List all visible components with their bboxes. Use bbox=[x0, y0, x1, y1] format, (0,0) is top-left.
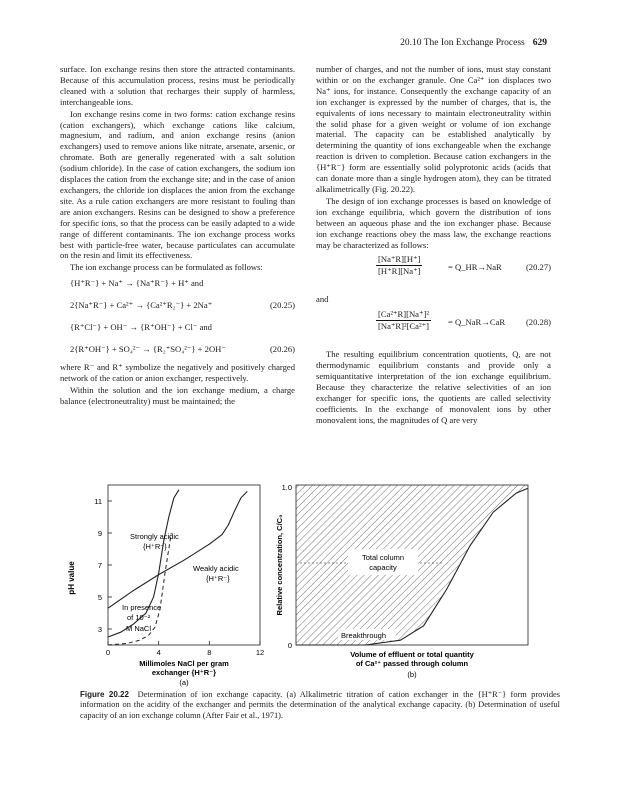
equation-20-25a: {H⁺R⁻} + Na⁺ → {Na⁺R⁻} + H⁺ and bbox=[70, 278, 204, 289]
series-weakly-acidic bbox=[108, 491, 247, 608]
y-tick-b-bottom: 0 bbox=[287, 641, 292, 650]
label-weakly-acidic: Weakly acidic bbox=[193, 564, 239, 573]
figure-b bbox=[275, 483, 528, 679]
label-nacl-2: of 10⁻² bbox=[127, 613, 151, 622]
x-axis-label-a-2: exchanger {H⁺R⁻} bbox=[151, 668, 217, 677]
label-nacl: In presence bbox=[122, 603, 162, 612]
y-tick-label: 9 bbox=[97, 529, 102, 538]
label-breakthrough: Breakthrough bbox=[341, 631, 387, 640]
panel-label-b: (b) bbox=[407, 670, 417, 679]
y-tick-label: 11 bbox=[94, 497, 102, 506]
caption-label: Figure 20.22 bbox=[80, 690, 129, 699]
left-column bbox=[60, 64, 295, 408]
paragraph: where R⁻ and R⁺ symbolize the negatively and positively charged network of the cation or anion exchanger, respectively. bbox=[60, 362, 295, 384]
paragraph: The design of ion exchange processes is based on knowledge of ion exchange equilibria, which govern the distribution of ions between an aqueous phase and the ion exchanger phase. Because ion exchange reactions obey the mass law, the exchange reactions may be characterized as follows: bbox=[316, 195, 551, 250]
page-number: 629 bbox=[532, 38, 547, 48]
figure-svg bbox=[60, 483, 580, 688]
y-tick-label: 3 bbox=[97, 625, 102, 634]
y-tick-label: 5 bbox=[97, 593, 102, 602]
paragraph: number of charges, and not the number of ions, must stay constant within or on the exchanger granule. One Ca²⁺ ion displaces two Na⁺ ions, for instance. Consequently the exchange capacity of an ion exchanger is expressed by the number of charges, that is, the equivalents of ions necessary to maintain electroneutrality within the solid phase for a given weight or volume of ion exchange material. The capacity can be established analytically by determining the quantity of ions exchangeable when the exchange reaction is driven to completion. Because cation exchangers in the {H⁺R⁻} form are essentially solid polyprotonic acids (acids that can donate more than a single hydrogen atom), they can be titrated alkalimetrically (Fig. 20.22). bbox=[316, 64, 551, 194]
y-axis-label-a: pH value bbox=[67, 561, 76, 595]
x-axis-label-a: Millimoles NaCl per gram bbox=[139, 659, 229, 668]
x-axis-label-b-2: of Ca²⁺ passed through column bbox=[355, 659, 469, 668]
and-text: and bbox=[316, 294, 329, 305]
label-weakly-acidic-2: {H⁺R⁻} bbox=[206, 574, 230, 583]
panel-label-a: (a) bbox=[179, 678, 189, 687]
paragraph: Ion exchange resins come in two forms: cation exchange resins (cation exchangers), which exchange cations like calcium, magnesium, and radium, and anion exchange resins (anion exchangers) used to remove anions like nitrate, arsenate, arsenic, or chromate. Both are generally regenerated with a salt solution (sodium chloride). In the case of cation exchangers, the sodium ion displaces the cation from the exchange site; and in the case of anion exchangers, the chloride ion displaces the anion from the exchange site. As a rule cation exchangers are more resistant to fouling than are anion exchangers. Resins can be designed to show a preference for specific ions, so that the process can be easily adapted to a wide range of different contaminants. The ion exchange process works best with particle-free water, because particulates can accumulate on the resin and limit its effectiveness. bbox=[60, 108, 295, 261]
section-title: 20.10 The Ion Exchange Process bbox=[400, 38, 525, 48]
x-tick-label: 0 bbox=[105, 648, 111, 657]
paragraph: surface. Ion exchange resins then store the attracted contaminants. Because of this accumulation process, resins must be periodically cleaned with a solution that recharges their supply of harmless, interchangeable ions. bbox=[60, 64, 295, 107]
running-header bbox=[400, 38, 547, 48]
label-strongly-acidic-2: {H⁺R⁻} bbox=[143, 542, 167, 551]
equation-20-28: $\frac{\text{[Ca²⁺R][Na⁺]²}}{\text{[Na⁺R]²[Ca²⁺]}}$ = Q_NaR→CaR (20.28) bbox=[378, 309, 551, 332]
figure-a bbox=[67, 485, 264, 687]
paragraph: The ion exchange process can be formulated as follows: bbox=[70, 262, 263, 273]
label-total-capacity: Total column bbox=[361, 553, 405, 562]
right-column bbox=[316, 64, 551, 427]
label-total-capacity-2: capacity bbox=[369, 563, 397, 572]
x-tick-label: 4 bbox=[156, 648, 161, 657]
figure-caption bbox=[80, 690, 560, 721]
equation-20-27: $\frac{[Na^+R][H^+]}{[H^+R][Na^+]}$ = Q_HR→NaR (20.27) bbox=[378, 254, 551, 277]
equation-number: (20.25) bbox=[269, 300, 295, 311]
label-strongly-acidic: Strongly acidic bbox=[130, 532, 179, 541]
x-tick-label: 8 bbox=[207, 648, 212, 657]
equation-number: (20.28) bbox=[525, 317, 551, 328]
label-nacl-3: M NaCl bbox=[126, 624, 152, 633]
paragraph: Within the solution and the ion exchange medium, a charge balance (electroneutrality) must be maintained; the bbox=[60, 385, 295, 406]
x-axis-label-b: Volume of effluent or total quantity bbox=[350, 650, 474, 659]
y-axis-label-b: Relative concentration, C/C₀ bbox=[275, 514, 284, 616]
equation-20-25b: 2{Na⁺R⁻} + Ca²⁺ → {Ca²⁺R₂⁻} + 2Na⁺ (20.25) bbox=[70, 300, 295, 311]
x-tick-label: 12 bbox=[255, 648, 265, 657]
y-tick-label: 7 bbox=[97, 561, 102, 570]
equation-20-26a: {R⁺Cl⁻} + OH⁻ → {R⁺OH⁻} + Cl⁻ and bbox=[70, 322, 212, 333]
y-tick-b-top: 1.0 bbox=[281, 483, 292, 492]
caption-text: Determination of ion exchange capacity. (a) Alkalimetric titration of cation exchanger in the {H⁺R⁻} form provides information on the acidity of the exchanger and permits the determination of the analytical exchange capacity. (b) Determination of useful capacity of an ion exchange column (After Fair et al., 1971). bbox=[80, 690, 561, 720]
equation-number: (20.26) bbox=[269, 344, 295, 355]
figure-20-22 bbox=[60, 483, 580, 688]
equation-20-26b: 2{R⁺OH⁻} + SO₄²⁻ → {R₂⁺SO₄²⁻} + 2OH⁻ (20.26) bbox=[70, 344, 295, 355]
equation-number: (20.27) bbox=[525, 262, 551, 273]
paragraph: The resulting equilibrium concentration quotients, Q, are not thermodynamic equilibrium constants and provide only a semiquantitative interpretation of the ion exchange equilibrium. Because they characterize the relative selectivities of an ion exchanger for specific ions, the quotients are called selectivity coefficients. In the exchange of monovalent ions by other monovalent ions, the magnitudes of Q are very bbox=[316, 349, 551, 425]
